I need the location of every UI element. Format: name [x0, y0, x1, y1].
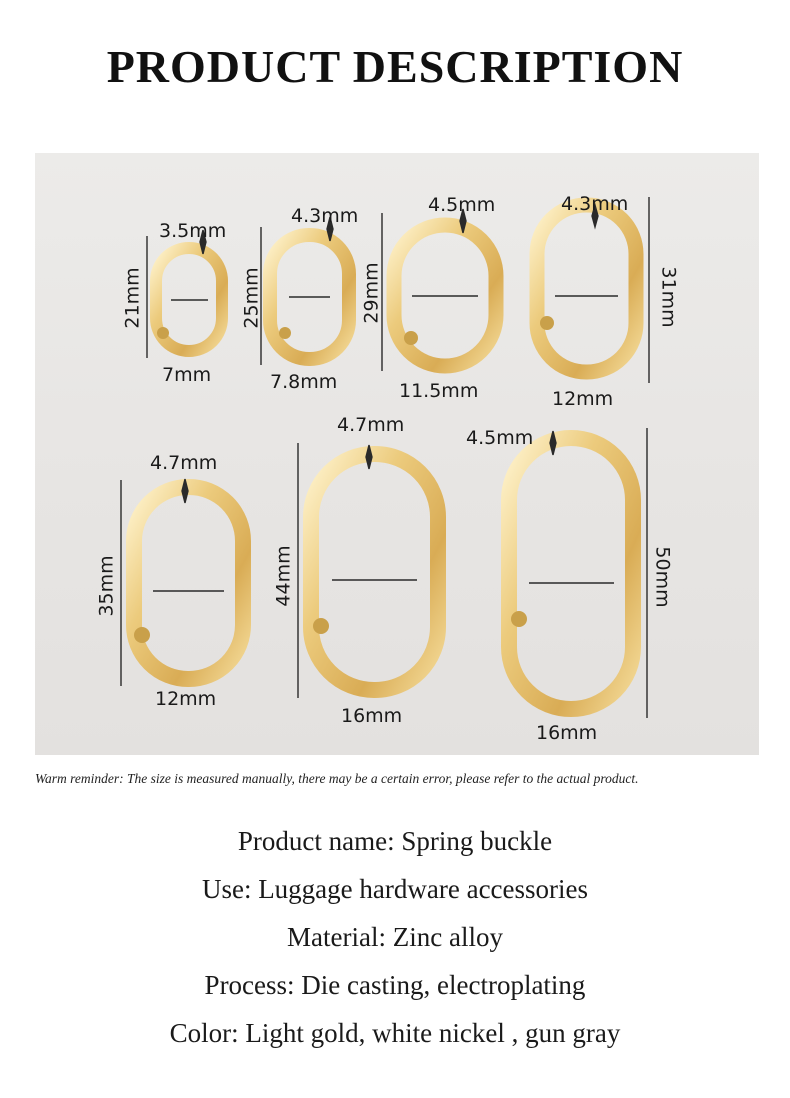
- rings-illustration: [35, 153, 759, 755]
- ring-7-thickness-label: 4.5mm: [466, 427, 534, 449]
- ring-7: [509, 438, 633, 709]
- ring-2-height-label: 25mm: [240, 267, 263, 329]
- ring-5-height-label: 35mm: [95, 555, 118, 617]
- ring-6-thickness-label: 4.7mm: [337, 414, 405, 436]
- ring-3-thickness-label: 4.5mm: [428, 194, 496, 216]
- ring-4-height-label: 31mm: [657, 266, 680, 328]
- ring-7-height-label: 50mm: [651, 546, 674, 608]
- spec-color: Color: Light gold, white nickel , gun gray: [169, 1018, 621, 1048]
- ring-3-width-label: 11.5mm: [399, 380, 479, 402]
- ring-5: [134, 487, 243, 679]
- ring-4: [537, 205, 636, 372]
- ring-1-height-label: 21mm: [121, 267, 144, 329]
- spec-material: Material: Zinc alloy: [287, 922, 503, 952]
- ring-6: [311, 454, 438, 690]
- ring-5-thickness-label: 4.7mm: [150, 452, 218, 474]
- ring-1-width-label: 7mm: [162, 364, 212, 386]
- spec-product-name: Product name: Spring buckle: [237, 826, 553, 856]
- page-title: PRODUCT DESCRIPTION: [106, 41, 684, 92]
- ring-7-width-label: 16mm: [536, 722, 598, 744]
- product-photo: [35, 153, 759, 755]
- ring-1-thickness-label: 3.5mm: [159, 220, 227, 242]
- ring-6-height-label: 44mm: [272, 545, 295, 607]
- spec-use: Use: Luggage hardware accessories: [201, 874, 589, 904]
- spec-process: Process: Die casting, electroplating: [204, 970, 586, 1000]
- ring-5-width-label: 12mm: [155, 688, 217, 710]
- ring-3-height-label: 29mm: [360, 262, 383, 324]
- ring-4-thickness-label: 4.3mm: [561, 193, 629, 215]
- warm-reminder: Warm reminder: The size is measured manually, there may be a certain error, please refer to the actual product.: [35, 771, 639, 786]
- ring-4-width-label: 12mm: [552, 388, 614, 410]
- ring-2-thickness-label: 4.3mm: [291, 205, 359, 227]
- ring-2-width-label: 7.8mm: [270, 371, 338, 393]
- ring-6-width-label: 16mm: [341, 705, 403, 727]
